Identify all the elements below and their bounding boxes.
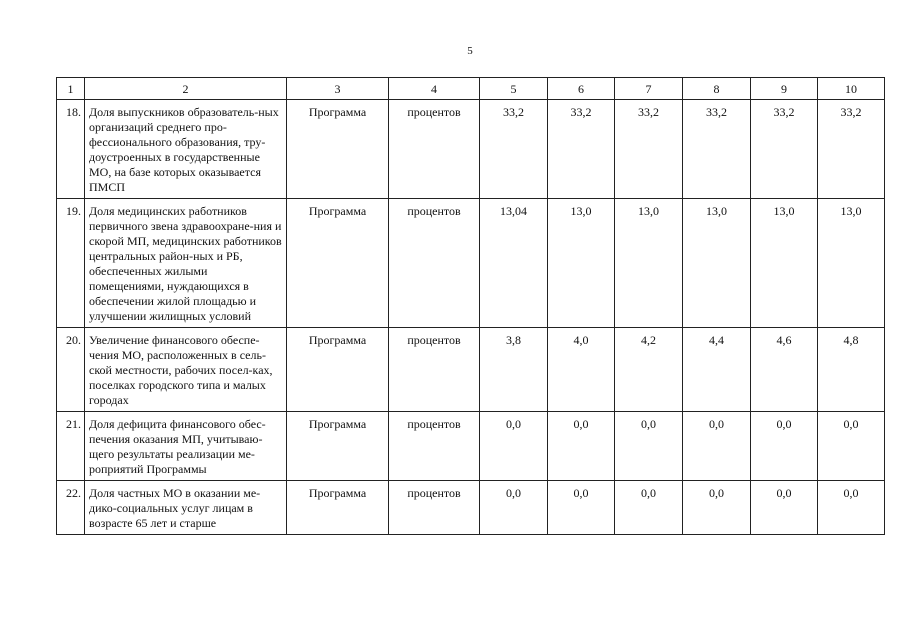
value-cell: 0,0 bbox=[751, 412, 818, 481]
indicator-source: Программа bbox=[287, 412, 389, 481]
value-cell: 0,0 bbox=[615, 412, 683, 481]
value-cell: 3,8 bbox=[480, 328, 548, 412]
table-row bbox=[57, 412, 885, 481]
indicator-source: Программа bbox=[287, 199, 389, 328]
value-cell: 0,0 bbox=[818, 481, 885, 535]
value-cell: 33,2 bbox=[751, 100, 818, 199]
header-row bbox=[57, 78, 885, 100]
indicator-unit: процентов bbox=[389, 100, 480, 199]
header-cell: 5 bbox=[480, 78, 548, 100]
value-cell: 13,0 bbox=[615, 199, 683, 328]
value-cell: 33,2 bbox=[615, 100, 683, 199]
value-cell: 4,2 bbox=[615, 328, 683, 412]
header-cell: 8 bbox=[683, 78, 751, 100]
row-number: 21. bbox=[57, 412, 85, 481]
indicator-unit: процентов bbox=[389, 412, 480, 481]
value-cell: 0,0 bbox=[683, 412, 751, 481]
value-cell: 33,2 bbox=[683, 100, 751, 199]
value-cell: 13,04 bbox=[480, 199, 548, 328]
header-cell: 6 bbox=[548, 78, 615, 100]
table-row bbox=[57, 199, 885, 328]
value-cell: 13,0 bbox=[751, 199, 818, 328]
value-cell: 0,0 bbox=[615, 481, 683, 535]
value-cell: 13,0 bbox=[818, 199, 885, 328]
indicator-name: Доля частных МО в оказании ме-дико-социальных услуг лицам в возрасте 65 лет и старше bbox=[85, 481, 287, 535]
value-cell: 33,2 bbox=[480, 100, 548, 199]
table-row bbox=[57, 481, 885, 535]
indicator-name: Доля дефицита финансового обес-печения оказания МП, учитываю-щего результаты реализации ме-роприятий Программы bbox=[85, 412, 287, 481]
indicator-source: Программа bbox=[287, 481, 389, 535]
indicator-name: Доля медицинских работников первичного звена здравоохране-ния и скорой МП, медицинских работников центральных район-ных и РБ, обеспеченных жилыми помещениями, нуждающихся в обеспечении жилой площадью и улучшении жилищных условий bbox=[85, 199, 287, 328]
indicators-table bbox=[56, 77, 885, 535]
header-cell: 7 bbox=[615, 78, 683, 100]
row-number: 19. bbox=[57, 199, 85, 328]
header-cell: 2 bbox=[85, 78, 287, 100]
indicator-name: Увеличение финансового обеспе-чения МО, расположенных в сель-ской местности, рабочих посел-ках, поселках городского типа и малых городах bbox=[85, 328, 287, 412]
table-row bbox=[57, 100, 885, 199]
row-number: 20. bbox=[57, 328, 85, 412]
value-cell: 33,2 bbox=[818, 100, 885, 199]
value-cell: 13,0 bbox=[548, 199, 615, 328]
indicator-name: Доля выпускников образователь-ных организаций среднего про-фессионального образования, тру-доустроенных в государственные МО, на базе которых оказывается ПМСП bbox=[85, 100, 287, 199]
header-cell: 3 bbox=[287, 78, 389, 100]
value-cell: 0,0 bbox=[548, 481, 615, 535]
value-cell: 33,2 bbox=[548, 100, 615, 199]
indicator-source: Программа bbox=[287, 100, 389, 199]
indicator-unit: процентов bbox=[389, 199, 480, 328]
header-cell: 9 bbox=[751, 78, 818, 100]
value-cell: 0,0 bbox=[818, 412, 885, 481]
header-cell: 10 bbox=[818, 78, 885, 100]
value-cell: 0,0 bbox=[480, 481, 548, 535]
row-number: 22. bbox=[57, 481, 85, 535]
value-cell: 0,0 bbox=[548, 412, 615, 481]
page-number: 5 bbox=[467, 45, 473, 57]
value-cell: 4,0 bbox=[548, 328, 615, 412]
table-row bbox=[57, 328, 885, 412]
header-cell: 4 bbox=[389, 78, 480, 100]
value-cell: 13,0 bbox=[683, 199, 751, 328]
value-cell: 4,6 bbox=[751, 328, 818, 412]
value-cell: 4,8 bbox=[818, 328, 885, 412]
indicator-unit: процентов bbox=[389, 481, 480, 535]
row-number: 18. bbox=[57, 100, 85, 199]
header-cell: 1 bbox=[57, 78, 85, 100]
value-cell: 4,4 bbox=[683, 328, 751, 412]
indicator-source: Программа bbox=[287, 328, 389, 412]
value-cell: 0,0 bbox=[480, 412, 548, 481]
value-cell: 0,0 bbox=[751, 481, 818, 535]
value-cell: 0,0 bbox=[683, 481, 751, 535]
indicator-unit: процентов bbox=[389, 328, 480, 412]
